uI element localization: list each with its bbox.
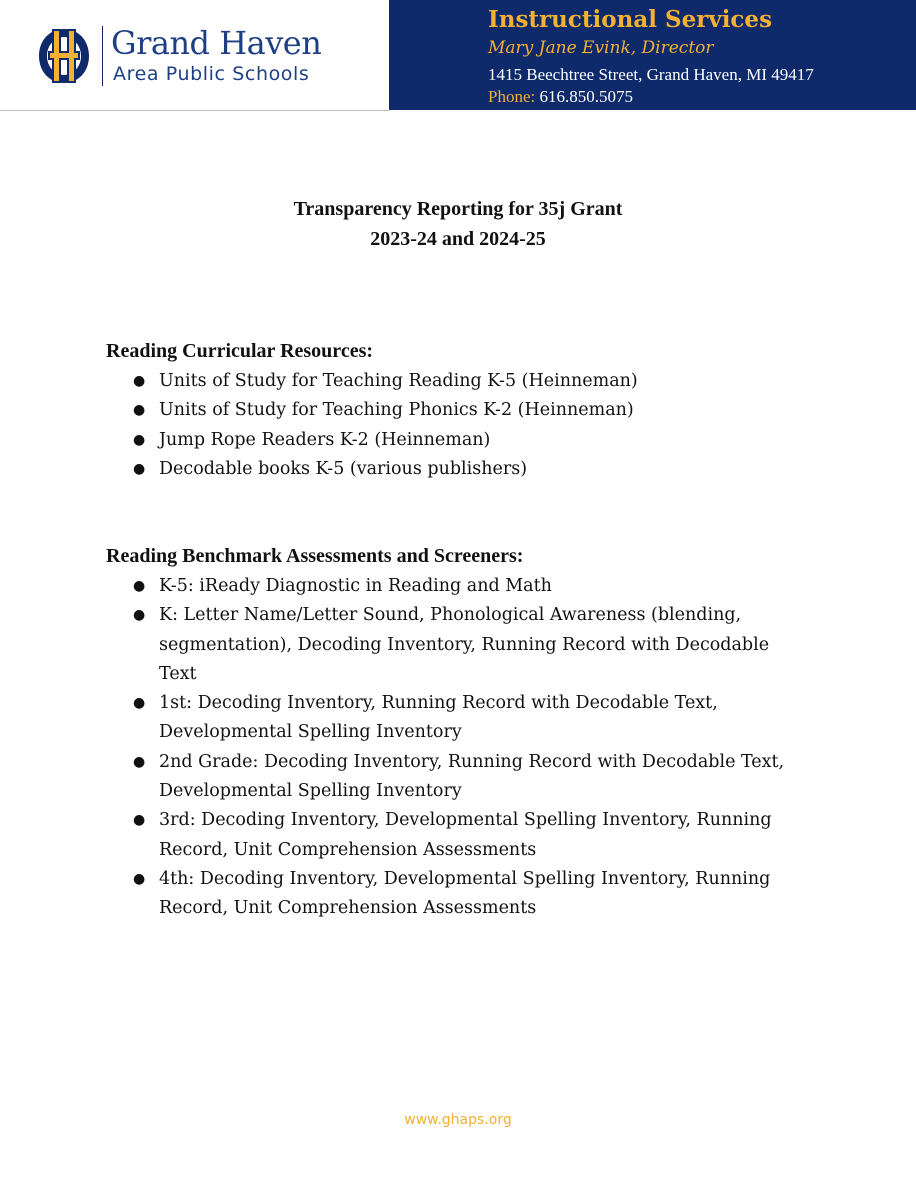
brand-name: Grand Haven [111,24,322,62]
bullet-icon: ● [133,460,146,477]
curricular-resources-list [106,367,746,484]
title-line-1: Transparency Reporting for 35j Grant [293,198,623,220]
phone-number: 616.850.5075 [539,87,633,106]
logo-divider [102,26,103,86]
section-heading-benchmark-assessments: Reading Benchmark Assessments and Screeners: [106,545,524,567]
bullet-icon: ● [133,431,146,448]
list-item-text: 2nd Grade: Decoding Inventory, Running Record with Decodable Text, Developmental Spelling Inventory [159,751,785,802]
list-item [106,455,746,484]
bullet-icon: ● [133,812,146,829]
list-item [106,396,746,425]
title-line-2: 2023-24 and 2024-25 [370,228,546,250]
brand-subtitle: Area Public Schools [113,63,310,85]
department-name: Instructional Services [488,6,773,33]
bullet-icon: ● [133,607,146,624]
list-item-text: K-5: iReady Diagnostic in Reading and Math [159,576,552,596]
list-item-text: Units of Study for Teaching Reading K-5 (Heinneman) [159,371,638,391]
phone-label: Phone: [488,87,536,106]
letterhead-brand-panel [0,0,389,110]
document-title [0,194,916,254]
list-item [106,865,812,924]
bullet-icon: ● [133,402,146,419]
list-item [106,689,812,748]
list-item-text: 1st: Decoding Inventory, Running Record with Decodable Text, Developmental Spelling Inventory [159,693,718,743]
director-name: Mary Jane Evink, Director [488,38,714,58]
list-item [106,367,746,396]
phone-line [488,87,633,107]
list-item-text: Decodable books K-5 (various publishers) [159,458,528,479]
list-item [106,426,746,455]
gh-monogram-icon [34,27,94,85]
benchmark-assessments-list [106,572,812,924]
list-item [106,572,812,601]
section-heading-curricular-resources: Reading Curricular Resources: [106,340,374,362]
street-address: 1415 Beechtree Street, Grand Haven, MI 49417 [488,65,814,84]
bullet-icon: ● [133,753,146,770]
list-item-text: K: Letter Name/Letter Sound, Phonological Awareness (blending, segmentation), Decoding Inventory, Running Record with Decodable Text [159,605,770,684]
list-item-text: Units of Study for Teaching Phonics K-2 (Heinneman) [159,400,634,421]
list-item-text: Jump Rope Readers K-2 (Heinneman) [159,429,491,450]
footer-website-link[interactable]: www.ghaps.org [404,1112,512,1128]
list-item [106,806,812,865]
bullet-icon: ● [133,373,146,389]
list-item [106,748,812,807]
header-divider [0,110,389,111]
bullet-icon: ● [133,578,146,594]
list-item-text: 4th: Decoding Inventory, Developmental Spelling Inventory, Running Record, Unit Comprehension Assessments [159,868,771,919]
bullet-icon: ● [133,695,146,712]
letterhead [0,0,916,110]
bullet-icon: ● [133,870,146,887]
list-item-text: 3rd: Decoding Inventory, Developmental Spelling Inventory, Running Record, Unit Comprehension Assessments [159,810,772,860]
list-item [106,601,812,689]
